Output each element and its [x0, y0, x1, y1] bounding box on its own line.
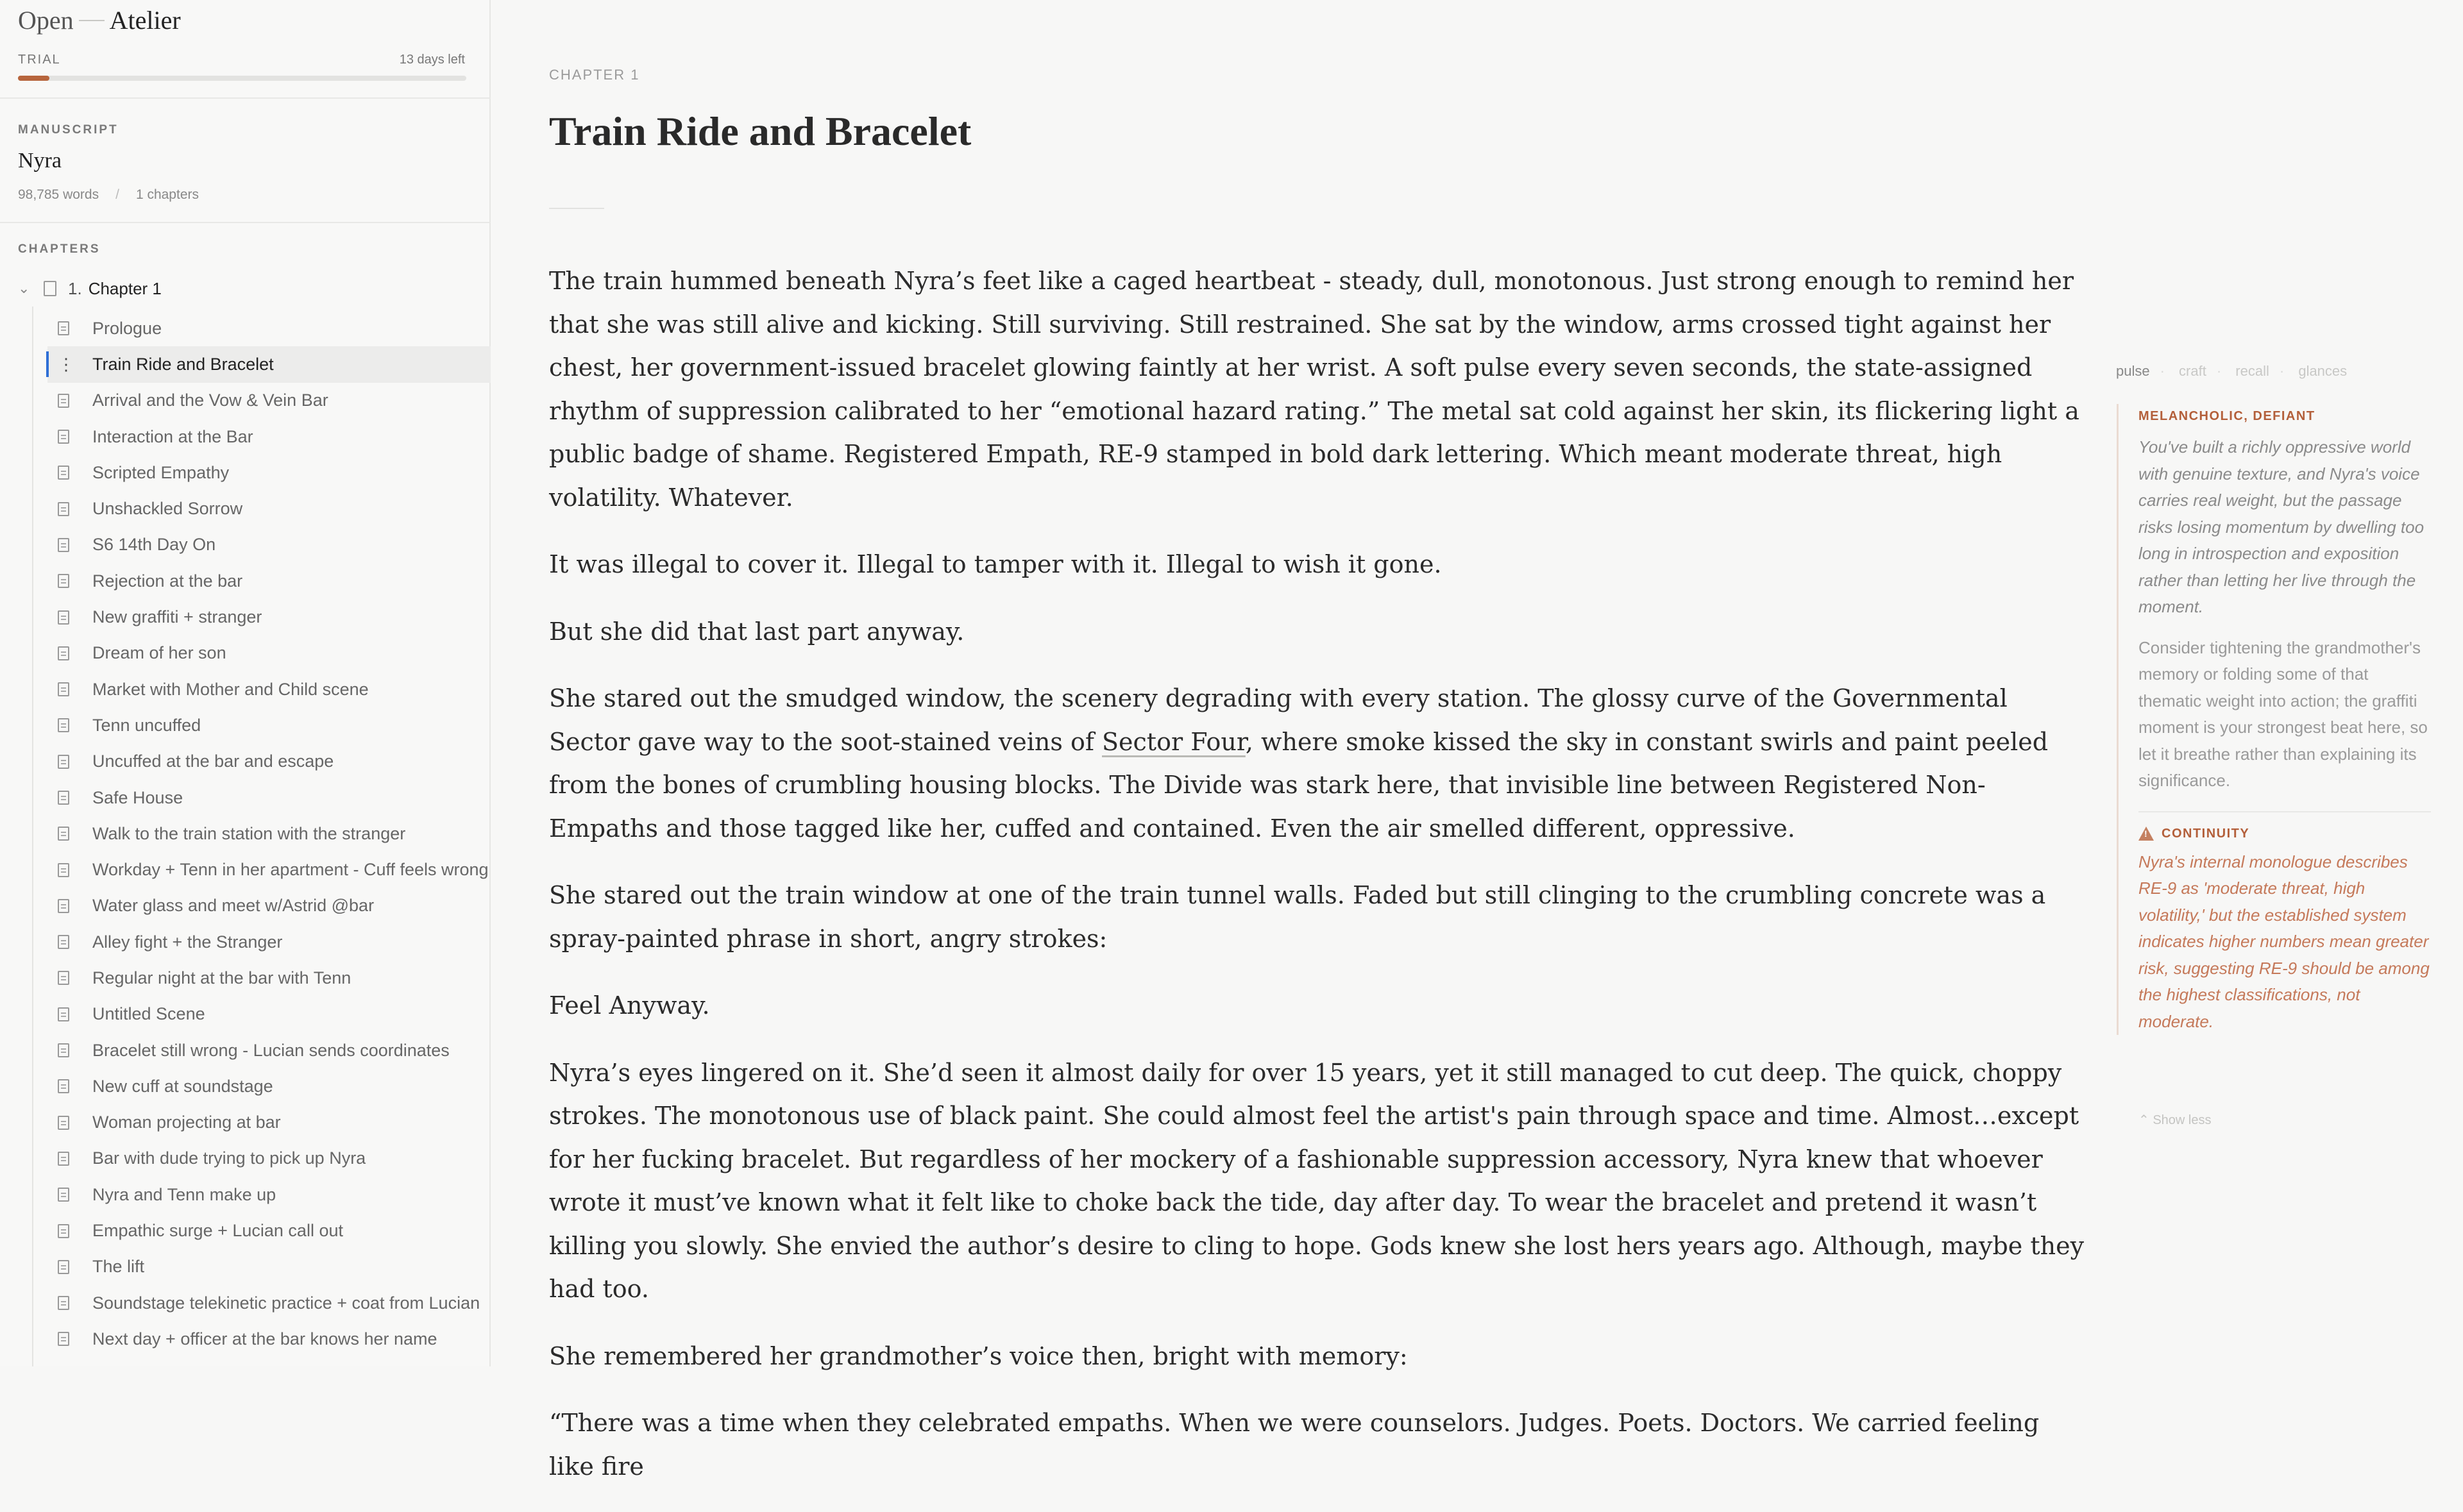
trial-progress-fill: [18, 76, 49, 81]
paragraph[interactable]: Feel Anyway.: [549, 991, 710, 1020]
critique-text: You've built a richly oppressive world with genuine texture, and Nyra's voice carries real weight, but the passage risks losing momentum by dwelling too long in introspection and exposition rather than letting her live through the moment.: [2138, 437, 2425, 616]
scene-label: Rejection at the bar: [92, 571, 243, 591]
sidebar-divider: [0, 222, 491, 223]
paragraph[interactable]: [549, 677, 2088, 850]
paragraph[interactable]: The train hummed beneath Nyra’s feet like a caged heartbeat - steady, dull, monotonous. Just strong enough to remind her that she was still alive and kicking. Still surviving. Still restrained. She sat by the window, arms crossed tight against her chest, her government-issued bracelet glowing faintly at her wrist. A soft pulse every seven seconds, the state-assigned rhythm of suppression calibrated to her “emotional hazard rating.” The metal sat cold against her skin, its flickering light a public badge of shame. Registered Empath, RE-9 stamped in bold dark lettering. Which meant moderate threat, high volatility. Whatever.: [549, 267, 2079, 512]
document-icon: [58, 502, 69, 516]
scene-label: Woman projecting at bar: [92, 1113, 281, 1132]
annotated-term[interactable]: Sector Four: [1102, 727, 1246, 756]
document-icon: [58, 1260, 69, 1274]
sidebar-divider: [0, 97, 491, 99]
paragraph[interactable]: She remembered her grandmother’s voice then, bright with memory:: [549, 1341, 1408, 1370]
meta-separator: /: [115, 187, 119, 202]
scene-item[interactable]: [47, 1068, 491, 1104]
scene-item[interactable]: [47, 924, 491, 960]
word-count: 98,785 words: [18, 187, 99, 202]
tab-craft[interactable]: craft: [2179, 363, 2206, 379]
document-icon: [58, 1188, 69, 1202]
scene-item[interactable]: [47, 346, 491, 382]
scene-label: Workday + Tenn in her apartment - Cuff feels wrong: [92, 860, 489, 880]
paragraph[interactable]: It was illegal to cover it. Illegal to tamper with it. Illegal to wish it gone.: [549, 550, 1442, 578]
tab-glances[interactable]: glances: [2298, 363, 2348, 379]
scene-item[interactable]: [47, 1141, 491, 1177]
paragraph-text: She stared out the smudged window, the scenery degrading with every station. The glossy curve of the Governmental Sector gave way to the soot-stained veins of: [549, 684, 2008, 756]
scene-item[interactable]: [47, 1213, 491, 1248]
scene-item[interactable]: [47, 563, 491, 599]
scene-item[interactable]: [47, 816, 491, 852]
document-icon: [58, 1152, 69, 1166]
document-icon: [58, 935, 69, 949]
panel-divider: [2138, 811, 2431, 812]
document-icon: [58, 682, 69, 696]
document-icon: [58, 574, 69, 588]
scene-label: Soundstage telekinetic practice + coat from Lucian: [92, 1293, 480, 1313]
scene-item[interactable]: [47, 1321, 491, 1357]
mood-label: MELANCHOLIC, DEFIANT: [2138, 409, 2315, 423]
warning-icon: [2138, 827, 2154, 841]
scene-item[interactable]: [47, 455, 491, 491]
document-icon: [58, 646, 69, 660]
scene-item[interactable]: [47, 383, 491, 419]
scene-label: New cuff at soundstage: [92, 1076, 273, 1096]
manuscript-section-label: MANUSCRIPT: [18, 123, 119, 137]
chapter-item[interactable]: [18, 276, 162, 301]
scene-label: The lift: [92, 1257, 145, 1277]
document-icon: [58, 899, 69, 913]
scene-item[interactable]: [47, 1105, 491, 1141]
chapter-label: CHAPTER 1: [549, 67, 640, 83]
app-logo[interactable]: [18, 5, 181, 35]
scene-label: Unshackled Sorrow: [92, 499, 243, 519]
scene-label: Scripted Empathy: [92, 462, 230, 482]
scene-item[interactable]: [47, 996, 491, 1032]
paragraph[interactable]: “There was a time when they celebrated empaths. When we were counselors. Judges. Poets. Doctors. We carried feeling like fire: [549, 1409, 2040, 1481]
suggestion-text: Consider tightening the grandmother's memory or folding some of that thematic weight into action; the graffiti moment is your strongest beat here, so let it breathe rather than explaining its significance.: [2138, 637, 2428, 790]
manuscript-meta: [18, 187, 199, 203]
tab-separator: ·: [2216, 363, 2222, 379]
scene-label: Train Ride and Bracelet: [92, 354, 274, 374]
scene-item[interactable]: [47, 1249, 491, 1285]
scene-item[interactable]: [47, 780, 491, 816]
manuscript-title[interactable]: Nyra: [18, 149, 62, 172]
scene-item[interactable]: [47, 1285, 491, 1321]
document-icon: [58, 1116, 69, 1130]
document-icon: [58, 1224, 69, 1238]
scene-label: Safe House: [92, 787, 183, 807]
scene-label: Empathic surge + Lucian call out: [92, 1221, 343, 1241]
document-icon: [58, 791, 69, 805]
document-icon: [58, 1007, 69, 1021]
paragraph[interactable]: But she did that last part anyway.: [549, 617, 965, 646]
document-icon: [58, 718, 69, 732]
book-icon: [44, 281, 56, 296]
scene-label: Interaction at the Bar: [92, 426, 253, 446]
scene-item[interactable]: [47, 599, 491, 635]
brand-word-atelier: Atelier: [109, 6, 181, 35]
scene-label: Alley fight + the Stranger: [92, 932, 283, 952]
scene-label: Walk to the train station with the stranger: [92, 823, 406, 843]
scene-item[interactable]: [47, 1177, 491, 1213]
scene-item[interactable]: [47, 419, 491, 455]
scene-item[interactable]: [47, 310, 491, 346]
show-less-button[interactable]: ⌃ Show less: [2138, 1113, 2212, 1127]
document-icon: [58, 538, 69, 552]
document-icon: [58, 430, 69, 444]
scene-label: Market with Mother and Child scene: [92, 679, 369, 699]
document-icon: [58, 1332, 69, 1346]
document-icon: [58, 321, 69, 335]
chapter-count: 1 chapters: [135, 187, 199, 202]
continuity-text: Nyra's internal monologue describes RE-9 as 'moderate threat, high volatility,' but the established system indicates higher numbers mean greater risk, suggesting RE-9 should be among the highest classifications, not moderate.: [2138, 852, 2430, 1031]
continuity-header: [2138, 827, 2431, 841]
chapter-title[interactable]: Train Ride and Bracelet: [549, 108, 972, 154]
chapters-section-label: CHAPTERS: [18, 242, 101, 256]
scene-label: Bracelet still wrong - Lucian sends coordinates: [92, 1040, 450, 1060]
document-icon: [58, 1043, 69, 1057]
scene-label: New graffiti + stranger: [92, 607, 262, 627]
paragraph[interactable]: Nyra’s eyes lingered on it. She’d seen it almost daily for over 15 years, yet it still managed to cut deep. The quick, choppy strokes. The monotonous use of black paint. She could almost feel the artist's pain through space and time. Almost…except for her fucking bracelet. But regardless of her mockery of a fashionable suppression accessory, Nyra knew that whoever wrote it must’ve known what it felt like to choke back the tide, day after day. To wear the bracelet and pretend it wasn’t killing you slowly. She envied the author’s desire to cling to hope. Gods knew she lost hers years ago. Although, maybe they had too.: [549, 1058, 2085, 1303]
scene-item[interactable]: [47, 852, 491, 887]
chapter-name: Chapter 1: [88, 278, 162, 298]
document-icon: [58, 971, 69, 985]
scene-label: Tenn uncuffed: [92, 715, 201, 735]
scene-label: Uncuffed at the bar and escape: [92, 752, 334, 771]
tab-separator: ·: [2160, 363, 2165, 379]
scene-label: Bar with dude trying to pick up Nyra: [92, 1148, 366, 1168]
document-icon: [58, 466, 69, 480]
document-icon: [58, 755, 69, 769]
scene-item[interactable]: [47, 1032, 491, 1068]
document-icon: [58, 1079, 69, 1093]
document-icon: [58, 827, 69, 841]
scene-item[interactable]: [47, 491, 491, 526]
trial-days-left: 13 days left: [399, 53, 465, 67]
scene-label: Water glass and meet w/Astrid @bar: [92, 896, 375, 916]
scene-item[interactable]: [47, 671, 491, 707]
scene-item[interactable]: [47, 527, 491, 563]
scene-item[interactable]: [47, 744, 491, 780]
document-icon: [58, 610, 69, 625]
chevron-down-icon[interactable]: ⌄: [18, 280, 30, 296]
trial-progress-bar: [18, 76, 466, 81]
scene-label: Untitled Scene: [92, 1004, 205, 1024]
document-icon: [58, 1296, 69, 1310]
tree-guide-line: [32, 307, 33, 1366]
feedback-tabs: [2116, 363, 2357, 380]
scene-item[interactable]: [47, 960, 491, 996]
brand-dash: [79, 20, 105, 21]
scene-label: S6 14th Day On: [92, 535, 216, 555]
paragraph-text: , where smoke kissed the sky in constant swirls and paint peeled from the bones of crumbling housing blocks. The Divide was stark here, that invisible line between Registered Non-Empaths and those tagged like her, cuffed and contained. Even the air smelled different, oppressive.: [549, 727, 2049, 843]
tab-pulse[interactable]: pulse: [2116, 363, 2150, 379]
trial-label: TRIAL: [18, 53, 61, 67]
chapter-number: 1.: [68, 278, 82, 298]
tab-recall[interactable]: recall: [2235, 363, 2269, 379]
document-icon: [58, 863, 69, 877]
scene-label: Nyra and Tenn make up: [92, 1184, 276, 1204]
drag-handle-icon[interactable]: ⋮: [58, 355, 74, 374]
brand-word-open: Open: [18, 6, 74, 35]
document-icon: [58, 394, 69, 408]
scene-item[interactable]: [47, 888, 491, 924]
scene-label: Next day + officer at the bar knows her name: [92, 1329, 437, 1348]
title-rule: [549, 208, 604, 209]
scene-item[interactable]: [47, 707, 491, 743]
scene-label: Prologue: [92, 318, 162, 338]
scene-label: Regular night at the bar with Tenn: [92, 968, 351, 987]
continuity-label: CONTINUITY: [2162, 826, 2250, 841]
feedback-panel: [2117, 404, 2431, 1035]
scene-label: Dream of her son: [92, 643, 226, 663]
scene-list: [47, 310, 491, 1357]
tab-separator: ·: [2279, 363, 2285, 379]
sidebar: [0, 0, 491, 1366]
scene-item[interactable]: [47, 635, 491, 671]
scene-label: Arrival and the Vow & Vein Bar: [92, 391, 328, 410]
manuscript-text[interactable]: [549, 260, 2088, 1512]
paragraph[interactable]: She stared out the train window at one of the train tunnel walls. Faded but still clinging to the crumbling concrete was a spray-painted phrase in short, angry strokes:: [549, 881, 2046, 953]
